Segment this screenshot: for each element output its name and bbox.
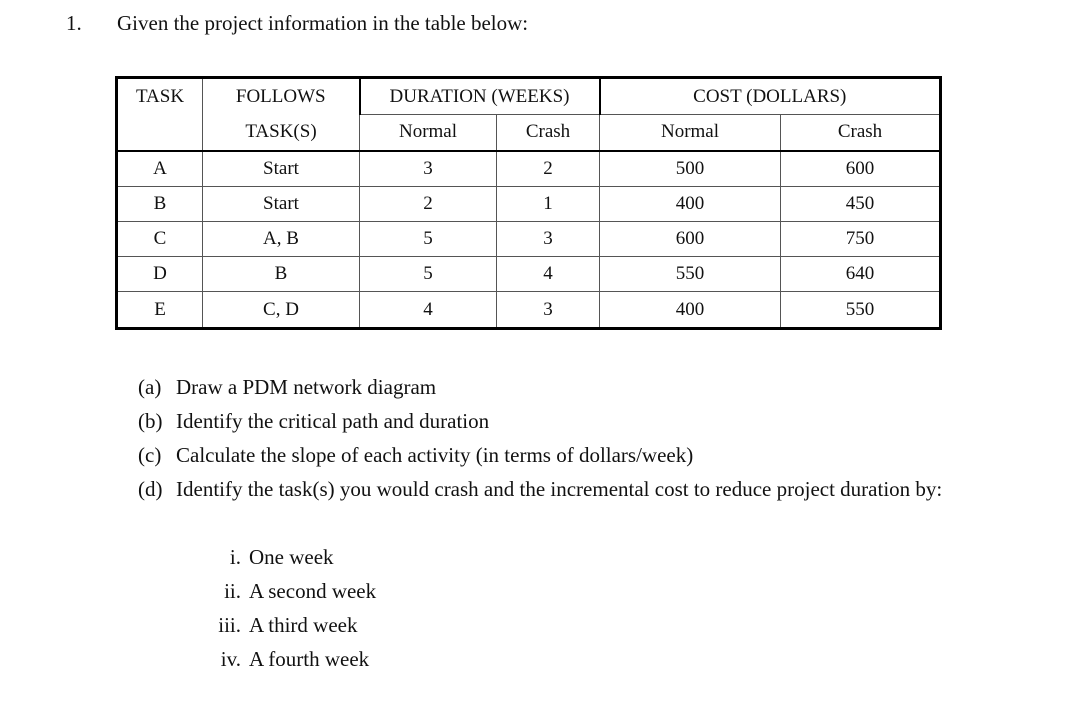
cell-duration-normal: 5 xyxy=(360,222,497,257)
part-label: (c) xyxy=(138,443,162,467)
part-d xyxy=(138,472,1058,506)
cell-task: C xyxy=(117,222,203,257)
cell-cost-normal: 400 xyxy=(600,186,781,221)
cell-task: E xyxy=(117,292,203,329)
cell-task: B xyxy=(117,186,203,221)
part-label: (d) xyxy=(138,477,163,501)
table-row xyxy=(117,257,941,292)
cell-cost-crash: 750 xyxy=(781,222,941,257)
header-duration-normal: Normal xyxy=(360,115,497,151)
cell-duration-crash: 1 xyxy=(497,186,600,221)
cell-cost-crash: 600 xyxy=(781,151,941,187)
cell-duration-normal: 2 xyxy=(360,186,497,221)
cell-duration-crash: 3 xyxy=(497,222,600,257)
cell-cost-normal: 500 xyxy=(600,151,781,187)
sub-item-text: One week xyxy=(249,545,334,569)
header-task-cont xyxy=(117,115,203,151)
list-item xyxy=(195,540,376,574)
cell-task: A xyxy=(117,151,203,187)
cell-duration-crash: 2 xyxy=(497,151,600,187)
sub-item-text: A second week xyxy=(249,579,377,603)
header-follows-line2: TASK(S) xyxy=(203,115,360,151)
cell-duration-normal: 4 xyxy=(360,292,497,329)
header-cost: COST (DOLLARS) xyxy=(600,78,941,115)
cell-duration-normal: 5 xyxy=(360,257,497,292)
header-cost-crash: Crash xyxy=(781,115,941,151)
header-duration: DURATION (WEEKS) xyxy=(360,78,600,115)
part-b xyxy=(138,404,1058,438)
header-duration-crash: Crash xyxy=(497,115,600,151)
header-follows-line1: FOLLOWS xyxy=(203,78,360,115)
sub-item-label: i. xyxy=(229,545,241,569)
part-label: (b) xyxy=(138,409,163,433)
cell-duration-crash: 3 xyxy=(497,292,600,329)
part-c xyxy=(138,438,1058,472)
cell-follows: B xyxy=(203,257,360,292)
cell-cost-normal: 600 xyxy=(600,222,781,257)
list-item xyxy=(195,574,376,608)
cell-follows: A, B xyxy=(203,222,360,257)
part-a xyxy=(138,370,1058,404)
cell-cost-normal: 550 xyxy=(600,257,781,292)
sub-item-text: A third week xyxy=(249,613,358,637)
project-table xyxy=(115,76,942,330)
table-row xyxy=(117,151,941,187)
cell-duration-crash: 4 xyxy=(497,257,600,292)
part-text: Calculate the slope of each activity (in terms of dollars/week) xyxy=(176,443,694,467)
sub-item-label: iv. xyxy=(220,647,241,671)
cell-cost-crash: 640 xyxy=(781,257,941,292)
part-label: (a) xyxy=(138,375,162,399)
cell-follows: Start xyxy=(203,151,360,187)
question-parts xyxy=(138,370,1058,506)
cell-duration-normal: 3 xyxy=(360,151,497,187)
list-item xyxy=(195,608,376,642)
table-row xyxy=(117,222,941,257)
sub-item-list xyxy=(195,540,376,676)
cell-task: D xyxy=(117,257,203,292)
part-text: Identify the critical path and duration xyxy=(176,409,490,433)
question-intro: Given the project information in the table below: xyxy=(117,11,529,35)
question-number: 1. xyxy=(66,11,82,35)
cell-follows: Start xyxy=(203,186,360,221)
table-row xyxy=(117,186,941,221)
cell-follows: C, D xyxy=(203,292,360,329)
cell-cost-normal: 400 xyxy=(600,292,781,329)
cell-cost-crash: 450 xyxy=(781,186,941,221)
header-cost-normal: Normal xyxy=(600,115,781,151)
cell-cost-crash: 550 xyxy=(781,292,941,329)
part-text: Draw a PDM network diagram xyxy=(176,375,437,399)
list-item xyxy=(195,642,376,676)
sub-item-label: ii. xyxy=(224,579,241,603)
sub-item-label: iii. xyxy=(218,613,241,637)
sub-item-text: A fourth week xyxy=(249,647,370,671)
header-task: TASK xyxy=(117,78,203,115)
part-text: Identify the task(s) you would crash and the incremental cost to reduce project duration by: xyxy=(176,477,943,501)
table-row xyxy=(117,292,941,329)
